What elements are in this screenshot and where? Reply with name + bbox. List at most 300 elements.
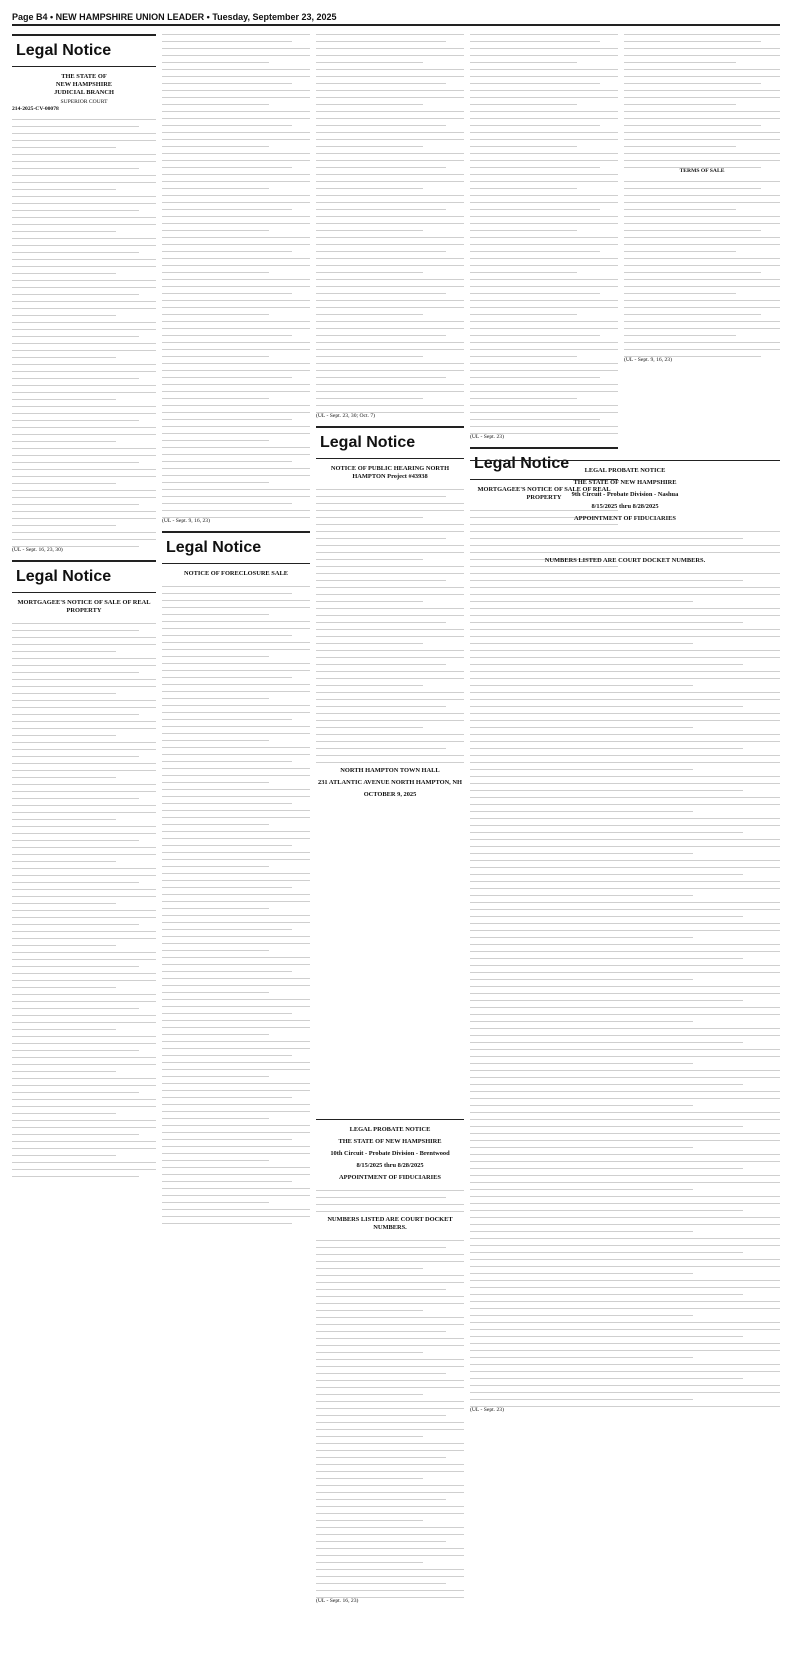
text-line (316, 154, 464, 161)
text-line (162, 231, 310, 238)
text-line (316, 371, 446, 378)
text-line (624, 343, 780, 350)
text-line (12, 1135, 156, 1142)
text-line (12, 757, 156, 764)
text-line (316, 266, 423, 273)
text-line (12, 946, 156, 953)
terms-of-sale: TERMS OF SALE (679, 168, 725, 174)
text-line (316, 196, 464, 203)
text-line (470, 945, 780, 952)
text-line (470, 252, 618, 259)
text-line (470, 1127, 780, 1134)
probate-subtitle: 8/15/2025 thru 8/28/2025 (356, 1162, 424, 1169)
text-line (162, 993, 310, 1000)
text-line (316, 1262, 423, 1269)
text-line (12, 442, 156, 449)
text-line (316, 56, 423, 63)
text-line (470, 910, 743, 917)
text-line (12, 652, 156, 659)
text-line (470, 980, 780, 987)
text-line (12, 323, 156, 330)
text-line (162, 629, 292, 636)
text-line (316, 546, 464, 553)
text-line (162, 105, 310, 112)
text-line (470, 1302, 780, 1309)
text-line (162, 329, 292, 336)
text-line (470, 1400, 780, 1407)
text-line (470, 133, 618, 140)
text-line (624, 238, 780, 245)
text-line (12, 876, 139, 883)
text-line (12, 617, 156, 624)
text-line (624, 147, 780, 154)
text-line (12, 848, 156, 855)
text-line (12, 379, 156, 386)
text-line (470, 385, 618, 392)
text-line (12, 1107, 116, 1114)
text-line (162, 1210, 310, 1217)
text-line (162, 860, 269, 867)
text-line (12, 246, 139, 253)
newspaper-page (12, 0, 780, 1638)
text-line (470, 651, 780, 658)
text-line (162, 1196, 269, 1203)
text-line (316, 280, 464, 287)
text-line (470, 238, 618, 245)
text-line (162, 713, 292, 720)
text-line (470, 1309, 693, 1316)
text-line (470, 1218, 780, 1225)
text-line (470, 672, 780, 679)
hearing-date: OCTOBER 9, 2025 (363, 791, 417, 798)
probate-docket-heading: NUMBERS LISTED ARE COURT DOCKET NUMBERS. (544, 557, 706, 564)
text-line (316, 1458, 464, 1465)
text-line (12, 498, 139, 505)
text-line (162, 811, 310, 818)
text-line (470, 1204, 743, 1211)
text-line (316, 1444, 464, 1451)
text-line (470, 1071, 780, 1078)
text-line (470, 1239, 780, 1246)
text-line (470, 1120, 743, 1127)
text-line (316, 49, 464, 56)
text-line (470, 728, 780, 735)
text-line (624, 28, 780, 35)
text-line (470, 581, 780, 588)
text-line (12, 638, 156, 645)
text-line (316, 1205, 464, 1212)
text-line (12, 680, 156, 687)
text-line (470, 959, 780, 966)
text-line (162, 608, 269, 615)
probate-title: LEGAL PROBATE NOTICE (349, 1126, 431, 1133)
text-line (470, 812, 780, 819)
text-line (624, 140, 736, 147)
text-line (12, 1079, 156, 1086)
text-line (470, 168, 618, 175)
column-5 (624, 28, 780, 448)
text-line (470, 693, 780, 700)
text-line (316, 1528, 464, 1535)
text-line (162, 56, 269, 63)
text-line (316, 91, 464, 98)
text-line (470, 1316, 780, 1323)
text-line (12, 1016, 156, 1023)
text-line (470, 1232, 780, 1239)
text-line (162, 720, 310, 727)
text-line (316, 1395, 464, 1402)
text-line (162, 406, 310, 413)
probate-title: LEGAL PROBATE NOTICE (584, 467, 666, 474)
text-line (470, 413, 600, 420)
text-line (12, 288, 139, 295)
legal-notice-heading: Legal Notice (12, 560, 156, 593)
text-line (470, 532, 743, 539)
text-line (624, 287, 736, 294)
text-line (12, 1051, 156, 1058)
text-line (162, 580, 310, 587)
text-line (162, 280, 310, 287)
text-line (470, 889, 693, 896)
text-line (12, 722, 156, 729)
text-line (12, 988, 156, 995)
text-line (12, 806, 156, 813)
text-line (162, 867, 310, 874)
text-line (316, 1332, 464, 1339)
notice-title: NOTICE OF PUBLIC HEARING NORTH HAMPTON Project #43938 (330, 465, 450, 480)
text-line (162, 951, 310, 958)
text-line (470, 896, 780, 903)
text-line (316, 210, 464, 217)
text-line (470, 1225, 693, 1232)
text-line (316, 1339, 464, 1346)
text-line (12, 316, 156, 323)
text-line (162, 1063, 310, 1070)
text-line (162, 643, 310, 650)
text-line (624, 329, 736, 336)
text-line (162, 1000, 310, 1007)
text-line (12, 337, 156, 344)
text-line (12, 631, 156, 638)
text-line (162, 636, 310, 643)
text-line (470, 329, 600, 336)
text-line (316, 1360, 464, 1367)
notice-ref: (UL - Sept. 23) (470, 1407, 504, 1413)
text-line (12, 456, 139, 463)
text-line (316, 658, 446, 665)
text-line (470, 546, 780, 553)
text-line (162, 1168, 310, 1175)
text-line (162, 832, 310, 839)
text-line (470, 231, 618, 238)
text-line (470, 1260, 780, 1267)
text-line (162, 944, 269, 951)
text-line (162, 133, 310, 140)
text-line (470, 609, 780, 616)
probate-notice-nashua (470, 460, 780, 1628)
text-line (316, 1367, 446, 1374)
text-line (470, 952, 743, 959)
text-line (316, 623, 464, 630)
text-line (470, 1337, 780, 1344)
text-line (162, 671, 292, 678)
text-line (470, 595, 693, 602)
text-line (162, 1154, 269, 1161)
text-line (470, 574, 743, 581)
text-line (162, 182, 269, 189)
text-line (470, 1001, 780, 1008)
text-line (470, 721, 693, 728)
text-line (316, 301, 464, 308)
text-line (470, 119, 600, 126)
text-line (316, 287, 446, 294)
text-line (470, 882, 780, 889)
text-line (12, 302, 156, 309)
notice-ref: (UL - Sept. 9, 16, 23) (162, 518, 210, 524)
text-line (316, 693, 464, 700)
probate-subtitle: THE STATE OF NEW HAMPSHIRE (573, 479, 677, 486)
text-line (316, 378, 464, 385)
text-line (470, 1183, 693, 1190)
text-line (316, 1514, 423, 1521)
text-line (470, 931, 693, 938)
text-line (12, 386, 156, 393)
text-line (316, 1255, 464, 1262)
text-line (316, 336, 464, 343)
text-line (470, 861, 780, 868)
notice-body-text (162, 580, 310, 1224)
text-line (470, 742, 743, 749)
text-line (162, 126, 310, 133)
text-line (12, 666, 139, 673)
text-line (316, 1486, 464, 1493)
text-line (12, 1114, 156, 1121)
text-line (316, 581, 464, 588)
text-line (12, 1156, 156, 1163)
text-line (470, 336, 618, 343)
text-line (12, 1058, 156, 1065)
text-line (470, 637, 693, 644)
text-line (470, 868, 743, 875)
notice-body-text (162, 28, 310, 518)
text-line (316, 1374, 464, 1381)
text-line (12, 1009, 156, 1016)
text-line (470, 266, 577, 273)
text-line (624, 63, 780, 70)
text-line (162, 245, 292, 252)
text-line (162, 1070, 269, 1077)
text-line (162, 664, 310, 671)
text-line (162, 818, 269, 825)
text-line (162, 77, 292, 84)
text-line (624, 301, 780, 308)
text-line (162, 49, 310, 56)
text-line (12, 134, 156, 141)
text-line (470, 371, 600, 378)
text-line (12, 841, 156, 848)
text-line (162, 35, 292, 42)
text-line (12, 1037, 156, 1044)
text-line (316, 574, 446, 581)
text-line (316, 609, 464, 616)
text-line (316, 70, 464, 77)
text-line (470, 392, 577, 399)
text-line (624, 350, 761, 357)
text-line (624, 175, 780, 182)
text-line (162, 958, 310, 965)
text-line (162, 147, 310, 154)
text-line (12, 225, 116, 232)
notice-court-title (12, 73, 156, 97)
text-line (470, 1253, 780, 1260)
text-line (316, 1318, 464, 1325)
text-line (470, 98, 577, 105)
text-line (162, 1084, 310, 1091)
text-line (12, 967, 156, 974)
text-line (470, 539, 780, 546)
text-line (316, 518, 464, 525)
text-line (316, 1198, 464, 1205)
text-line (162, 385, 310, 392)
text-line (12, 918, 139, 925)
text-line (12, 190, 156, 197)
text-line (470, 840, 780, 847)
text-line (470, 1295, 780, 1302)
text-line (470, 1085, 780, 1092)
text-line (316, 392, 423, 399)
probate-entries (470, 567, 780, 1407)
text-line (12, 204, 139, 211)
text-line (12, 512, 156, 519)
text-line (12, 358, 156, 365)
text-line (162, 1119, 310, 1126)
text-line (12, 519, 116, 526)
text-line (470, 1372, 743, 1379)
text-line (316, 1437, 464, 1444)
column-2 (162, 28, 310, 1628)
text-line (162, 650, 269, 657)
text-line (470, 70, 618, 77)
text-line (316, 203, 446, 210)
text-line (316, 735, 464, 742)
text-line (470, 161, 600, 168)
text-line (470, 924, 780, 931)
text-line (470, 315, 618, 322)
text-line (470, 1379, 780, 1386)
text-line (470, 1134, 780, 1141)
text-line (470, 735, 780, 742)
text-line (162, 1133, 292, 1140)
text-line (162, 420, 310, 427)
text-line (316, 1493, 446, 1500)
legal-notice-heading: Legal Notice (316, 426, 464, 459)
text-line (470, 987, 780, 994)
text-line (12, 890, 156, 897)
text-line (470, 42, 618, 49)
text-line (162, 490, 310, 497)
text-line (470, 287, 600, 294)
text-line (470, 245, 600, 252)
text-line (12, 939, 116, 946)
text-line (162, 615, 310, 622)
text-line (470, 217, 618, 224)
text-line (162, 923, 292, 930)
text-line (162, 790, 310, 797)
probate-subtitle: 8/15/2025 thru 8/28/2025 (591, 503, 659, 510)
text-line (316, 406, 464, 413)
text-line (316, 1311, 464, 1318)
text-line (624, 203, 736, 210)
text-line (316, 1402, 464, 1409)
text-line (624, 133, 780, 140)
text-line (316, 189, 464, 196)
text-line (624, 112, 780, 119)
text-line (470, 294, 618, 301)
text-line (470, 140, 577, 147)
text-line (162, 888, 310, 895)
text-line (470, 49, 618, 56)
text-line (162, 301, 310, 308)
text-line (316, 364, 464, 371)
text-line (470, 343, 618, 350)
text-line (162, 657, 310, 664)
text-line (12, 1030, 156, 1037)
text-line (316, 42, 464, 49)
text-line (470, 273, 618, 280)
text-line (12, 897, 116, 904)
text-line (12, 981, 116, 988)
text-line (316, 1304, 423, 1311)
text-line (12, 953, 156, 960)
text-line (12, 435, 116, 442)
text-line (12, 911, 156, 918)
text-line (316, 329, 446, 336)
text-line (162, 748, 310, 755)
probate-appointment-heading: APPOINTMENT OF FIDUCIARIES (339, 1174, 441, 1181)
text-line (162, 1112, 269, 1119)
text-line (470, 1393, 693, 1400)
text-line (316, 1479, 464, 1486)
text-line (316, 1542, 464, 1549)
text-line (316, 1451, 446, 1458)
text-line (624, 210, 780, 217)
text-line (12, 176, 156, 183)
text-line (162, 427, 310, 434)
text-line (316, 1556, 423, 1563)
columns (12, 28, 780, 1628)
notice-body-text (12, 113, 156, 547)
text-line (162, 902, 269, 909)
text-line (316, 1248, 464, 1255)
text-line (470, 1246, 743, 1253)
text-line (162, 469, 310, 476)
text-line (470, 1169, 780, 1176)
text-line (162, 91, 310, 98)
text-line (316, 245, 446, 252)
text-line (316, 1191, 446, 1198)
text-line (162, 734, 269, 741)
text-line (162, 84, 310, 91)
text-line (12, 925, 156, 932)
text-line (162, 1021, 310, 1028)
text-line (316, 1423, 464, 1430)
text-line (470, 707, 780, 714)
text-line (162, 434, 269, 441)
text-line (470, 126, 618, 133)
text-line (12, 351, 116, 358)
text-line (624, 224, 761, 231)
text-line (12, 701, 156, 708)
